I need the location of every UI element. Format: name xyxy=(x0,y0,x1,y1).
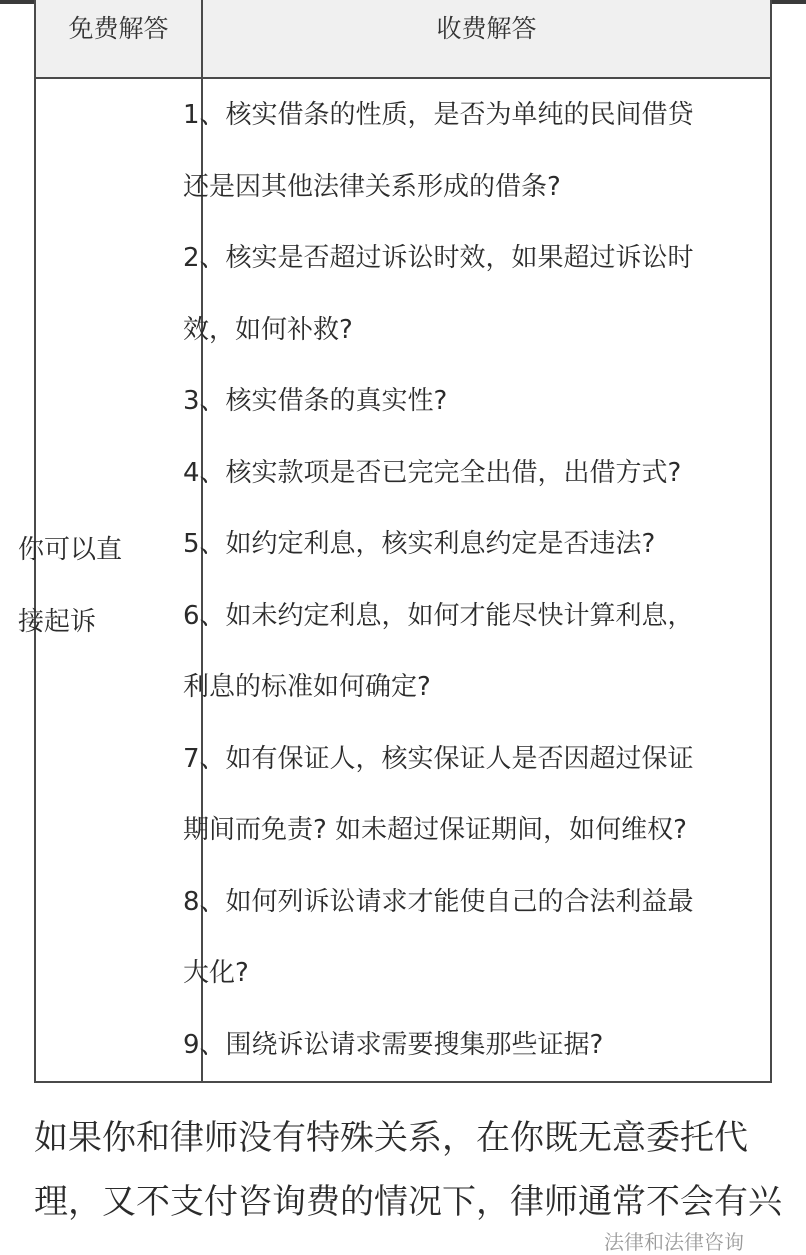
paid-answer-line: 5、如约定利息，核实利息约定是否违法? xyxy=(183,529,656,559)
paid-answer-line: 8、如何列诉讼请求才能使自己的合法利益最 xyxy=(183,886,694,917)
paid-answer-line: 还是因其他法律关系形成的借条? xyxy=(183,171,561,202)
paid-answer-line: 7、如有保证人，核实保证人是否因超过保证 xyxy=(183,743,694,774)
paid-answer-line: 6、如未约定利息，如何才能尽快计算利息， xyxy=(183,600,694,631)
paid-answer-line: 利息的标准如何确定? xyxy=(183,672,431,702)
free-answer-line: 接起诉 xyxy=(18,607,97,637)
paragraph-line: 理，又不支付咨询费的情况下，律师通常不会有兴 xyxy=(34,1182,782,1222)
paragraph-line: 如果你和律师没有特殊关系，在你既无意委托代 xyxy=(34,1118,748,1158)
watermark-text: 法律和法律咨询 xyxy=(604,1230,744,1254)
paid-answer-line: 期间而免责? 如未超过保证期间，如何维权? xyxy=(183,815,687,845)
header-free-answer: 免费解答 xyxy=(68,14,169,43)
paid-answer-line: 9、围绕诉讼请求需要搜集那些证据? xyxy=(183,1029,604,1060)
paid-answer-line: 3、核实借条的真实性? xyxy=(183,386,448,416)
free-answer-cell xyxy=(18,514,158,658)
header-paid-answer: 收费解答 xyxy=(436,14,537,43)
paid-answer-line: 大化? xyxy=(183,958,249,988)
paid-answer-line: 2、核实是否超过诉讼时效，如果超过诉讼时 xyxy=(183,243,694,273)
paid-answer-line: 1、核实借条的性质，是否为单纯的民间借贷 xyxy=(183,100,694,130)
paid-answer-line: 4、核实款项是否已完完全出借，出借方式? xyxy=(183,457,682,488)
paid-answer-cell xyxy=(183,80,728,1081)
table-header-row xyxy=(36,0,770,79)
body-paragraph xyxy=(34,1106,794,1234)
paid-answer-line: 效，如何补救? xyxy=(183,314,353,345)
free-answer-line: 你可以直 xyxy=(18,535,123,565)
